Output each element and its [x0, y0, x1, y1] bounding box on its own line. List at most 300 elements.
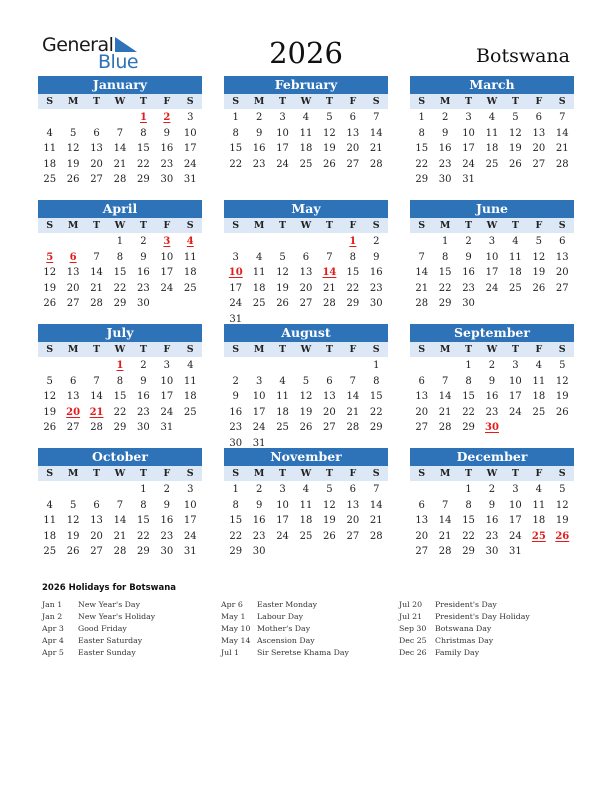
date-cell: 21	[323, 282, 336, 294]
date-cell: 30	[462, 298, 475, 309]
date-cell: 13	[346, 127, 360, 139]
date-cell: 2	[373, 236, 380, 247]
date-cell: 9	[441, 127, 449, 139]
date-cell: 7	[373, 484, 380, 495]
date-cell: 17	[160, 267, 174, 278]
weekday-label: S	[558, 344, 566, 355]
date-cell: 18	[43, 530, 57, 542]
weekday-label: S	[372, 344, 380, 355]
holiday-date: Apr 3	[42, 624, 64, 633]
weekday-label: T	[325, 468, 333, 479]
date-cell: 21	[369, 515, 383, 526]
date-cell: 14	[90, 391, 103, 402]
date-cell: 9	[163, 127, 171, 139]
weekday-label: T	[465, 468, 473, 479]
date-cell: 22	[137, 158, 150, 170]
date-cell: 9	[465, 251, 472, 263]
date-cell: 23	[160, 530, 174, 542]
date-cell: 29	[137, 174, 150, 185]
empty-cell	[271, 234, 294, 250]
date-cell: 12	[66, 515, 80, 526]
date-cell: 27	[66, 422, 80, 433]
date-cell: 25	[532, 406, 546, 418]
holiday-row	[221, 635, 349, 647]
date-cell: 29	[113, 422, 127, 433]
date-cell: 12	[299, 391, 313, 402]
weekday-label: F	[349, 96, 357, 107]
date-cell: 20	[66, 282, 80, 294]
date-cell: 29	[113, 298, 127, 309]
date-cell: 9	[255, 127, 263, 139]
date-cell: 12	[43, 391, 57, 402]
date-cell: 13	[415, 391, 429, 402]
date-cell: 2	[140, 236, 147, 247]
month-march	[410, 76, 574, 188]
weekday-label: T	[93, 96, 101, 107]
date-cell: 23	[252, 530, 266, 542]
date-cell: 27	[90, 546, 103, 557]
weekday-header	[38, 342, 202, 357]
empty-cell	[108, 482, 131, 498]
date-cell: 21	[113, 530, 127, 542]
date-cell: 1	[373, 360, 380, 371]
date-cell: 30	[137, 422, 150, 433]
date-cell: 25	[299, 530, 313, 542]
holiday-date: Jan 2	[42, 612, 63, 621]
date-cell: 16	[137, 391, 150, 402]
date-cell: 28	[415, 298, 429, 309]
date-cell: 26	[276, 298, 289, 309]
holiday-date-cell: 2	[163, 112, 171, 123]
date-cell: 16	[252, 143, 266, 154]
date-cell: 4	[535, 484, 543, 495]
date-cell: 31	[229, 313, 243, 325]
holiday-date-cell: 26	[555, 530, 570, 542]
date-cell: 6	[559, 236, 566, 247]
date-cell: 22	[346, 282, 360, 294]
date-cell: 30	[438, 174, 452, 185]
holidays-column	[42, 599, 155, 659]
date-cell: 27	[90, 174, 103, 185]
date-cell: 17	[160, 391, 174, 402]
date-cell: 14	[369, 499, 383, 511]
date-cell: 16	[160, 515, 174, 526]
weekday-label: F	[535, 96, 543, 107]
date-cell: 30	[160, 174, 174, 185]
date-cell: 2	[441, 112, 449, 123]
date-cell: 30	[229, 437, 243, 449]
holiday-row	[42, 611, 155, 623]
date-cell: 11	[532, 499, 546, 511]
weekday-header	[410, 218, 574, 233]
date-cell: 17	[509, 515, 522, 526]
date-cell: 24	[252, 422, 266, 433]
date-cell: 11	[43, 515, 57, 526]
weekday-label: T	[139, 344, 147, 355]
date-cell: 7	[349, 375, 357, 387]
date-cell: 22	[369, 406, 383, 418]
date-cell: 3	[279, 484, 286, 495]
date-cell: 24	[160, 406, 174, 418]
date-cell: 25	[509, 282, 522, 294]
month-title: September	[410, 324, 574, 342]
date-cell: 31	[252, 437, 266, 449]
date-cell: 20	[532, 143, 546, 154]
date-cell: 28	[346, 422, 360, 433]
weekday-header	[224, 466, 388, 481]
holiday-date: Jan 1	[42, 600, 63, 609]
holiday-date: Apr 4	[42, 636, 64, 645]
holiday-date-cell: 25	[531, 530, 546, 542]
holiday-row	[221, 611, 349, 623]
holiday-name: Ascension Day	[257, 636, 315, 645]
empty-cell	[341, 358, 364, 374]
date-cell: 2	[232, 375, 239, 387]
date-cell: 16	[369, 267, 383, 278]
weekday-label: T	[93, 344, 101, 355]
date-cell: 22	[462, 530, 475, 542]
date-cell: 8	[116, 375, 124, 387]
weekday-header	[410, 94, 574, 109]
date-cell: 25	[43, 546, 57, 557]
date-cell: 23	[438, 158, 452, 170]
date-cell: 6	[326, 375, 333, 387]
holiday-date: Jul 21	[399, 612, 423, 621]
date-cell: 26	[509, 158, 522, 170]
date-cell: 14	[90, 267, 103, 278]
date-cell: 22	[438, 282, 452, 294]
date-cell: 22	[137, 530, 150, 542]
date-cell: 19	[323, 515, 336, 526]
date-cell: 25	[276, 422, 289, 433]
date-cell: 26	[66, 174, 80, 185]
empty-cell	[61, 234, 84, 250]
date-cell: 7	[441, 499, 449, 511]
month-title: November	[224, 448, 388, 466]
date-cell: 11	[485, 127, 499, 139]
date-cell: 29	[369, 422, 383, 433]
holiday-row	[42, 635, 155, 647]
weekday-label: S	[558, 220, 566, 231]
weekday-label: T	[139, 468, 147, 479]
weekday-label: F	[349, 220, 357, 231]
empty-cell	[318, 234, 341, 250]
holiday-date: Sep 30	[399, 624, 427, 633]
empty-cell	[433, 482, 456, 498]
holiday-name: Easter Monday	[257, 600, 318, 609]
date-cell: 14	[555, 127, 569, 139]
date-cell: 17	[276, 143, 289, 154]
empty-cell	[433, 358, 456, 374]
holiday-name: Family Day	[435, 648, 480, 657]
holiday-date-cell: 21	[89, 406, 104, 418]
date-cell: 10	[462, 127, 475, 139]
logo-blue-text: Blue	[98, 51, 139, 73]
date-cell: 18	[183, 267, 197, 278]
holiday-row	[399, 623, 530, 635]
date-cell: 14	[438, 391, 452, 402]
date-cell: 23	[485, 406, 499, 418]
date-cell: 19	[555, 391, 569, 402]
empty-cell	[85, 110, 108, 126]
date-cell: 18	[532, 515, 546, 526]
date-cell: 13	[532, 127, 546, 139]
date-cell: 25	[183, 282, 197, 294]
date-cell: 1	[116, 236, 124, 247]
date-cell: 6	[302, 251, 310, 263]
empty-cell	[85, 234, 108, 250]
weekday-label: S	[372, 96, 380, 107]
weekday-label: T	[279, 468, 287, 479]
weekday-label: W	[486, 344, 498, 355]
date-cell: 6	[69, 375, 77, 387]
date-cell: 8	[140, 127, 147, 139]
date-cell: 26	[555, 406, 569, 418]
date-cell: 7	[441, 375, 449, 387]
month-title: August	[224, 324, 388, 342]
holiday-date-cell: 10	[228, 267, 243, 278]
date-cell: 23	[462, 282, 475, 294]
date-cell: 23	[229, 422, 243, 433]
holiday-name: Christmas Day	[435, 636, 494, 645]
date-cell: 13	[66, 267, 80, 278]
date-cell: 31	[183, 546, 197, 557]
weekday-label: F	[349, 468, 357, 479]
date-grid	[224, 482, 388, 560]
date-cell: 7	[93, 375, 100, 387]
weekday-label: S	[46, 344, 54, 355]
date-cell: 1	[418, 112, 425, 123]
date-cell: 10	[160, 375, 174, 387]
date-cell: 25	[252, 298, 266, 309]
date-cell: 8	[441, 251, 449, 263]
empty-cell	[108, 110, 131, 126]
date-cell: 11	[509, 251, 522, 263]
date-cell: 4	[255, 251, 263, 263]
weekday-label: M	[253, 96, 265, 107]
weekday-label: F	[163, 344, 171, 355]
date-cell: 12	[276, 267, 289, 278]
weekday-label: M	[67, 220, 79, 231]
weekday-label: W	[486, 96, 498, 107]
date-cell: 28	[113, 174, 127, 185]
date-cell: 8	[349, 251, 357, 263]
date-cell: 15	[462, 391, 475, 402]
date-cell: 27	[66, 298, 80, 309]
date-cell: 22	[415, 158, 429, 170]
date-cell: 4	[488, 112, 496, 123]
date-cell: 12	[555, 375, 569, 387]
date-cell: 8	[232, 499, 239, 511]
date-cell: 18	[509, 267, 522, 278]
date-cell: 15	[113, 267, 127, 278]
holiday-date: Jul 1	[221, 648, 240, 657]
date-cell: 28	[90, 422, 103, 433]
holiday-date: Apr 6	[221, 600, 243, 609]
date-cell: 11	[43, 143, 57, 154]
date-cell: 15	[137, 515, 150, 526]
weekday-label: T	[279, 96, 287, 107]
empty-cell	[224, 358, 247, 374]
date-cell: 9	[163, 499, 171, 511]
weekday-header	[224, 342, 388, 357]
date-cell: 19	[532, 267, 546, 278]
holidays-section	[42, 583, 582, 657]
date-cell: 25	[183, 406, 197, 418]
date-cell: 14	[113, 143, 127, 154]
holiday-name: Sir Seretse Khama Day	[257, 648, 349, 657]
month-january	[38, 76, 202, 188]
empty-cell	[38, 234, 61, 250]
date-cell: 8	[373, 375, 380, 387]
month-title: April	[38, 200, 202, 218]
date-cell: 21	[438, 406, 452, 418]
empty-cell	[318, 358, 341, 374]
month-july	[38, 324, 202, 436]
date-cell: 4	[279, 375, 286, 387]
date-cell: 27	[555, 282, 569, 294]
weekday-label: T	[139, 96, 147, 107]
date-cell: 6	[349, 112, 357, 123]
weekday-label: W	[300, 96, 312, 107]
date-cell: 18	[299, 143, 313, 154]
date-cell: 31	[183, 174, 197, 185]
date-cell: 21	[346, 406, 360, 418]
date-cell: 5	[69, 127, 77, 139]
month-august	[224, 324, 388, 451]
date-cell: 22	[229, 530, 243, 542]
weekday-label: M	[253, 220, 265, 231]
holiday-date: May 1	[221, 612, 246, 621]
empty-cell	[61, 358, 84, 374]
date-cell: 17	[229, 282, 243, 294]
date-cell: 20	[323, 406, 336, 418]
month-title: June	[410, 200, 574, 218]
weekday-label: T	[325, 344, 333, 355]
date-cell: 18	[532, 391, 546, 402]
month-february	[224, 76, 388, 172]
date-cell: 16	[252, 515, 266, 526]
date-cell: 26	[323, 158, 336, 170]
weekday-label: F	[163, 220, 171, 231]
date-cell: 13	[90, 143, 103, 154]
weekday-label: F	[163, 96, 171, 107]
weekday-label: M	[439, 344, 451, 355]
date-cell: 26	[299, 422, 313, 433]
date-cell: 6	[418, 499, 425, 511]
empty-cell	[271, 358, 294, 374]
holiday-name: Labour Day	[257, 612, 304, 621]
holiday-name: President's Day Holiday	[435, 612, 530, 621]
holiday-date: May 14	[221, 636, 251, 645]
date-cell: 28	[323, 298, 336, 309]
date-cell: 1	[232, 112, 239, 123]
weekday-label: M	[439, 96, 451, 107]
date-cell: 13	[346, 499, 360, 511]
month-september	[410, 324, 574, 436]
weekday-label: M	[253, 468, 265, 479]
empty-cell	[294, 234, 317, 250]
date-cell: 3	[232, 251, 239, 263]
holiday-date-cell: 1	[349, 236, 357, 247]
date-cell: 2	[488, 360, 496, 371]
date-cell: 1	[465, 360, 472, 371]
empty-cell	[85, 482, 108, 498]
date-cell: 10	[509, 375, 522, 387]
weekday-label: T	[511, 220, 519, 231]
date-cell: 13	[323, 391, 336, 402]
weekday-label: W	[114, 96, 126, 107]
weekday-label: M	[253, 344, 265, 355]
date-cell: 31	[160, 422, 174, 433]
date-cell: 8	[116, 251, 124, 263]
weekday-label: T	[511, 468, 519, 479]
date-cell: 13	[299, 267, 313, 278]
date-cell: 13	[555, 251, 569, 263]
date-cell: 4	[187, 360, 194, 371]
date-cell: 19	[323, 143, 336, 154]
date-cell: 22	[229, 158, 243, 170]
date-cell: 28	[90, 298, 103, 309]
date-cell: 3	[163, 360, 171, 371]
date-cell: 5	[46, 375, 53, 387]
date-cell: 27	[532, 158, 546, 170]
weekday-label: W	[114, 220, 126, 231]
month-may	[224, 200, 388, 327]
date-cell: 29	[462, 422, 475, 433]
weekday-label: S	[46, 468, 54, 479]
date-cell: 22	[462, 406, 475, 418]
date-cell: 29	[462, 546, 475, 557]
date-cell: 22	[113, 406, 127, 418]
date-cell: 9	[140, 375, 147, 387]
weekday-label: M	[67, 96, 79, 107]
logo-general-text: General	[42, 34, 114, 56]
date-cell: 16	[485, 391, 499, 402]
weekday-header	[38, 218, 202, 233]
date-cell: 11	[532, 375, 546, 387]
date-cell: 27	[415, 546, 429, 557]
date-cell: 17	[462, 143, 475, 154]
holiday-date: Jul 20	[399, 600, 423, 609]
date-cell: 20	[346, 143, 360, 154]
date-cell: 15	[462, 515, 475, 526]
weekday-label: W	[486, 220, 498, 231]
date-cell: 13	[66, 391, 80, 402]
holiday-date-cell: 4	[186, 236, 194, 247]
date-cell: 6	[349, 484, 357, 495]
date-cell: 9	[232, 391, 239, 402]
weekday-label: W	[114, 344, 126, 355]
date-cell: 24	[509, 406, 522, 418]
date-cell: 7	[116, 127, 124, 139]
holiday-date-cell: 30	[485, 422, 499, 433]
holiday-date: Dec 26	[399, 648, 427, 657]
holiday-date-cell: 14	[322, 267, 337, 278]
holidays-title: 2026 Holidays for Botswana	[42, 583, 177, 593]
date-cell: 27	[346, 158, 360, 170]
date-cell: 13	[90, 515, 103, 526]
date-cell: 10	[183, 127, 197, 139]
month-october	[38, 448, 202, 560]
holiday-name: President's Day	[435, 600, 497, 609]
date-cell: 6	[418, 375, 425, 387]
date-cell: 3	[512, 484, 519, 495]
date-cell: 21	[90, 282, 103, 294]
date-grid	[38, 234, 202, 312]
date-cell: 4	[512, 236, 519, 247]
date-cell: 19	[509, 143, 522, 154]
